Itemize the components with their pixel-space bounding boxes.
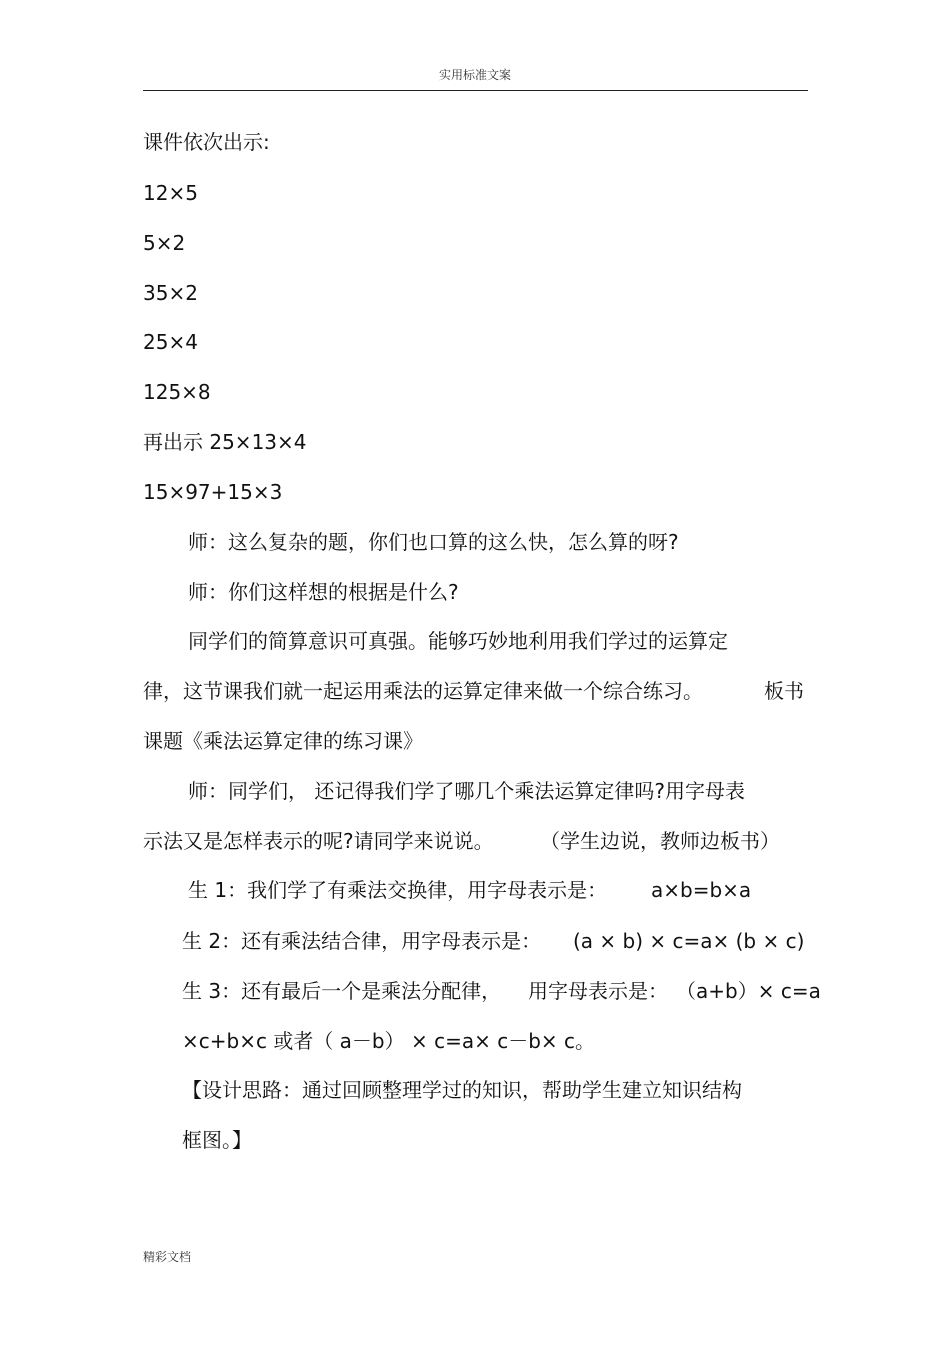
page-header: 实用标准文案 bbox=[438, 68, 511, 82]
text-line: 12×5 bbox=[143, 181, 198, 205]
text-line: 5×2 bbox=[143, 231, 186, 255]
text-line: 师：同学们， 还记得我们学了哪几个乘法运算定律吗?用字母表 bbox=[188, 779, 745, 803]
formula: ×c+b×c 或者（ a－b） × c=a× c－b× c。 bbox=[182, 1029, 596, 1053]
header-rule bbox=[143, 90, 808, 91]
text-line: 25×4 bbox=[143, 330, 198, 354]
text-line: 师：你们这样想的根据是什么? bbox=[188, 580, 459, 604]
text-line: 用字母表示是： bbox=[528, 979, 668, 1003]
text-line: 示法又是怎样表示的呢?请同学来说说。 bbox=[143, 829, 494, 853]
formula: （a+b）× c=a bbox=[676, 979, 821, 1003]
text-line: （学生边说，教师边板书） bbox=[540, 829, 780, 853]
text-line: 框图。】 bbox=[182, 1128, 252, 1152]
text-line: 板书 bbox=[764, 679, 804, 703]
text-line: 15×97+15×3 bbox=[143, 480, 283, 504]
text-line: 125×8 bbox=[143, 380, 211, 404]
text-line: 35×2 bbox=[143, 281, 198, 305]
page-footer: 精彩文档 bbox=[143, 1250, 192, 1264]
text-line: 【设计思路：通过回顾整理学过的知识，帮助学生建立知识结构 bbox=[182, 1078, 742, 1102]
text-line: 师：这么复杂的题，你们也口算的这么快，怎么算的呀? bbox=[188, 530, 679, 554]
text-line: 课件依次出示: bbox=[143, 130, 270, 154]
formula: (a × b) × c=a× (b × c) bbox=[573, 929, 805, 953]
text-line: 律，这节课我们就一起运用乘法的运算定律来做一个综合练习。 bbox=[143, 679, 703, 703]
text-line: 同学们的简算意识可真强。能够巧妙地利用我们学过的运算定 bbox=[188, 629, 728, 653]
text-line: 生 1：我们学了有乘法交换律，用字母表示是： bbox=[188, 878, 608, 902]
formula: a×b=b×a bbox=[651, 878, 752, 902]
text-line: 生 2：还有乘法结合律，用字母表示是： bbox=[182, 929, 542, 953]
text-line: 再出示 25×13×4 bbox=[143, 430, 307, 454]
text-line: 生 3：还有最后一个是乘法分配律， bbox=[182, 979, 502, 1003]
text-line: 课题《乘法运算定律的练习课》 bbox=[143, 729, 423, 753]
